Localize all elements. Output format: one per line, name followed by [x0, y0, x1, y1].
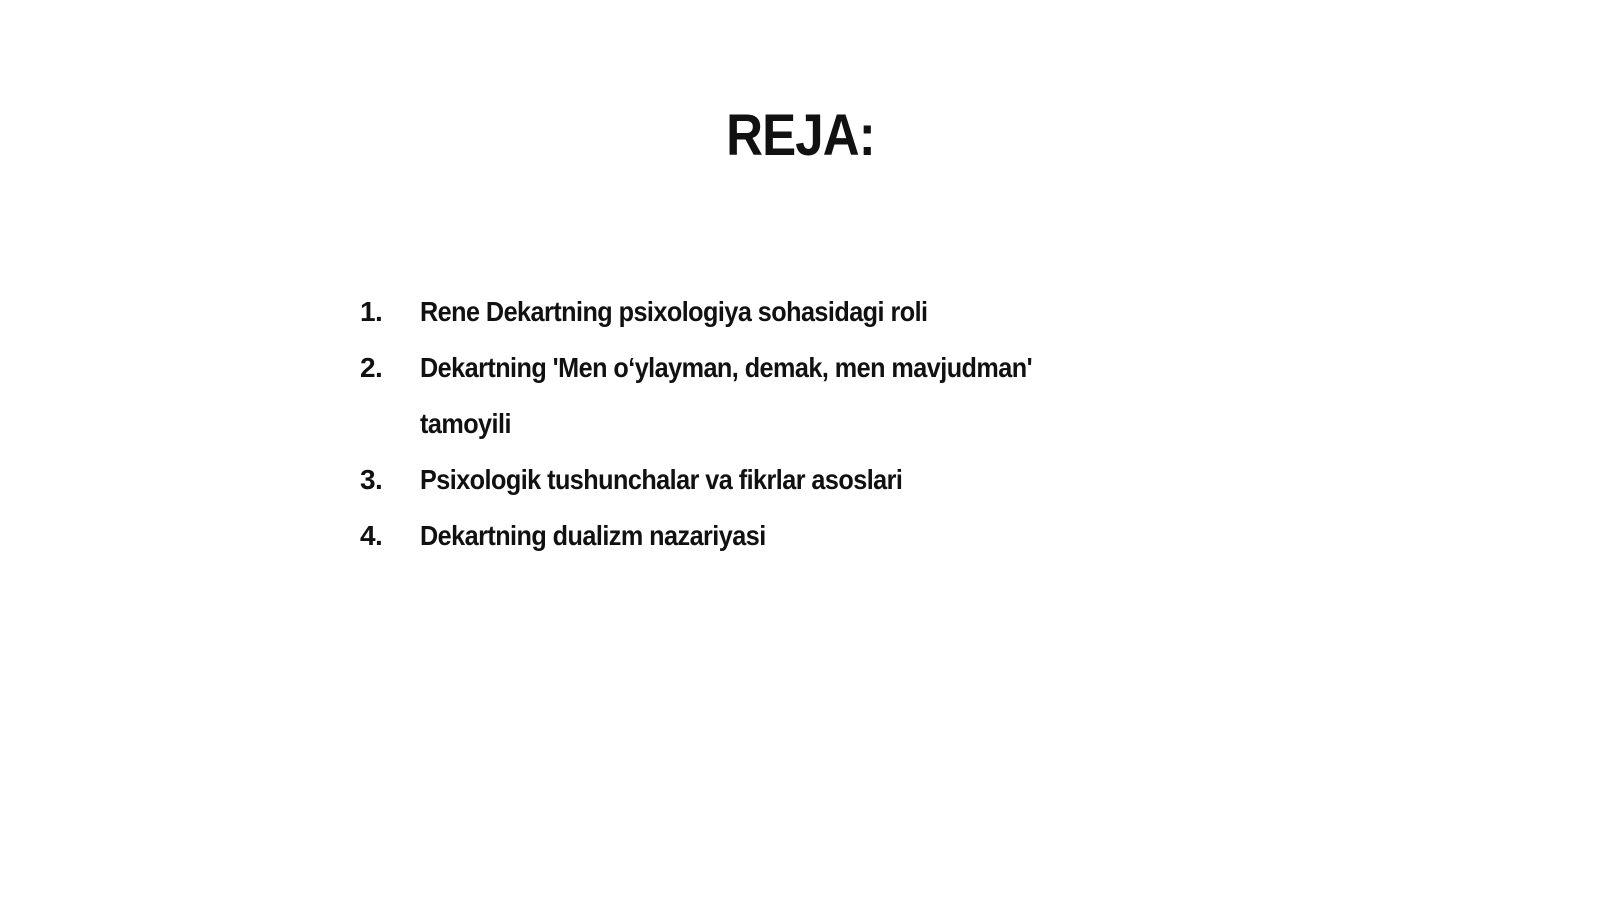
list-item	[360, 452, 1120, 508]
slide-title: REJA:	[726, 103, 875, 168]
list-item-text: Psixologik tushunchalar va fikrlar asoslari	[420, 464, 903, 495]
list-item-number: 4.	[360, 520, 383, 551]
list-item-text: Dekartning 'Men o‘ylayman, demak, men mavjudman' tamoyili	[420, 352, 1033, 439]
list-item	[360, 508, 1120, 564]
list-item-number: 3.	[360, 464, 383, 495]
list-item-text: Rene Dekartning psixologiya sohasidagi roli	[420, 296, 928, 327]
plan-list	[360, 284, 1120, 564]
list-item-number: 2.	[360, 352, 383, 383]
list-item	[360, 284, 1120, 340]
list-item-text: Dekartning dualizm nazariyasi	[420, 520, 766, 551]
list-item	[360, 340, 1120, 452]
list-item-number: 1.	[360, 296, 383, 327]
